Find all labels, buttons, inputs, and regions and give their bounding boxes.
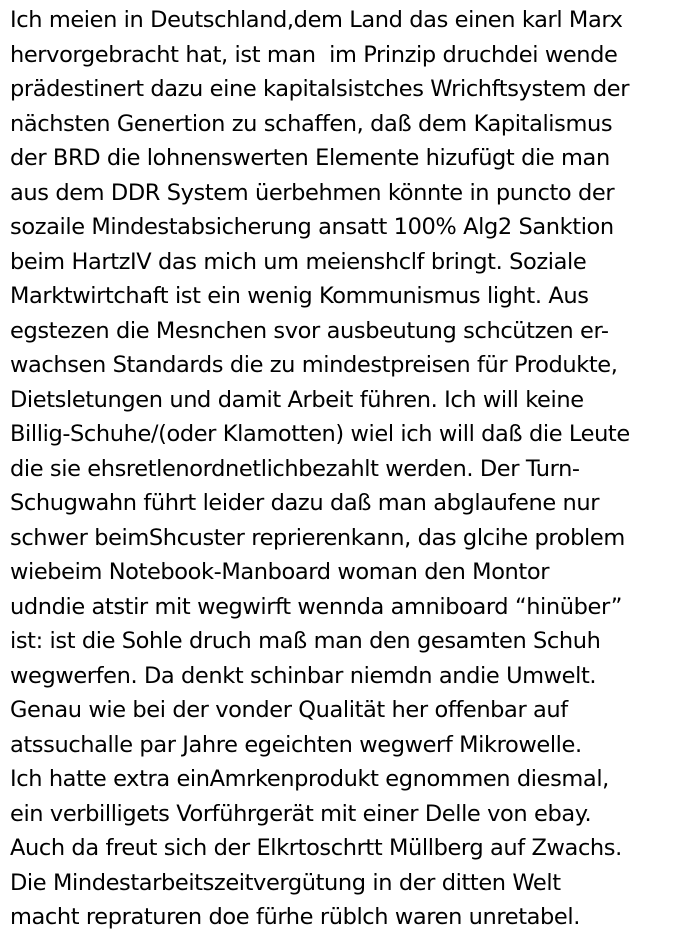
text-line: der BRD die lohnenswerten Elemente hizufügt die man — [10, 145, 610, 171]
text-line: wegwerfen. Da denkt schinbar niemdn andie Umwelt. — [10, 662, 597, 689]
text-line: atssuchalle par Jahre egeichten wegwerf Mikrowelle. — [10, 731, 582, 758]
text-line: macht repraturen doe fürhe rüblch waren unretabel. — [10, 904, 580, 930]
text-line: beim HartzIV das mich um meienshclf bringt. Soziale — [10, 248, 587, 275]
text-line: Billig-Schuhe/(oder Klamotten) wiel ich will daß die Leute — [10, 421, 630, 447]
text-line: hervorgebracht hat, ist man im Prinzip druchdei wende — [10, 41, 618, 68]
text-line: ist: ist die Sohle druch maß man den gesamten Schuh — [10, 628, 601, 654]
text-line: Schugwahn führt leider dazu daß man abglaufene nur — [10, 490, 600, 516]
text-line: schwer beimShcuster reprierenkann, das glcihe problem — [10, 524, 625, 551]
text-line: sozaile Mindestabsicherung ansatt 100% Alg2 Sanktion — [10, 214, 614, 240]
text-line: wiebeim Notebook-Manboard woman den Montor — [10, 559, 550, 585]
text-line: nächsten Genertion zu schaffen, daß dem Kapitalismus — [10, 110, 613, 137]
text-line: prädestinert dazu eine kapitalsistches Wrichftsystem der — [10, 76, 630, 102]
text-line: ein verbilligets Vorführgerät mit einer Delle von ebay. — [10, 800, 592, 827]
text-line: wachsen Standards die zu mindestpreisen für Produkte, — [10, 352, 618, 378]
text-line: Die Mindestarbeitszeitvergütung in der ditten Welt — [10, 869, 561, 896]
text-line: Dietsletungen und damit Arbeit führen. Ich will keine — [10, 386, 584, 413]
text-line: udndie atstir mit wegwirft wennda amniboard “hinüber” — [10, 593, 623, 620]
text-line: Ich hatte extra einAmrkenprodukt egnommen diesmal, — [10, 766, 609, 792]
text-line: Ich meien in Deutschland,dem Land das einen karl Marx — [10, 7, 623, 33]
document-text — [10, 3, 680, 935]
text-line: die sie ehsretlenordnetlichbezahlt werden. Der Turn- — [10, 455, 580, 482]
text-line: Auch da freut sich der Elkrtoschrtt Müllberg auf Zwachs. — [10, 835, 622, 861]
text-line: aus dem DDR System üerbehmen könnte in puncto der — [10, 179, 615, 206]
text-line: Marktwirtchaft ist ein wenig Kommunismus light. Aus — [10, 283, 589, 309]
text-line: Genau wie bei der vonder Qualität her offenbar auf — [10, 697, 568, 723]
text-line: egstezen die Mesnchen svor ausbeutung schcützen er- — [10, 317, 609, 344]
